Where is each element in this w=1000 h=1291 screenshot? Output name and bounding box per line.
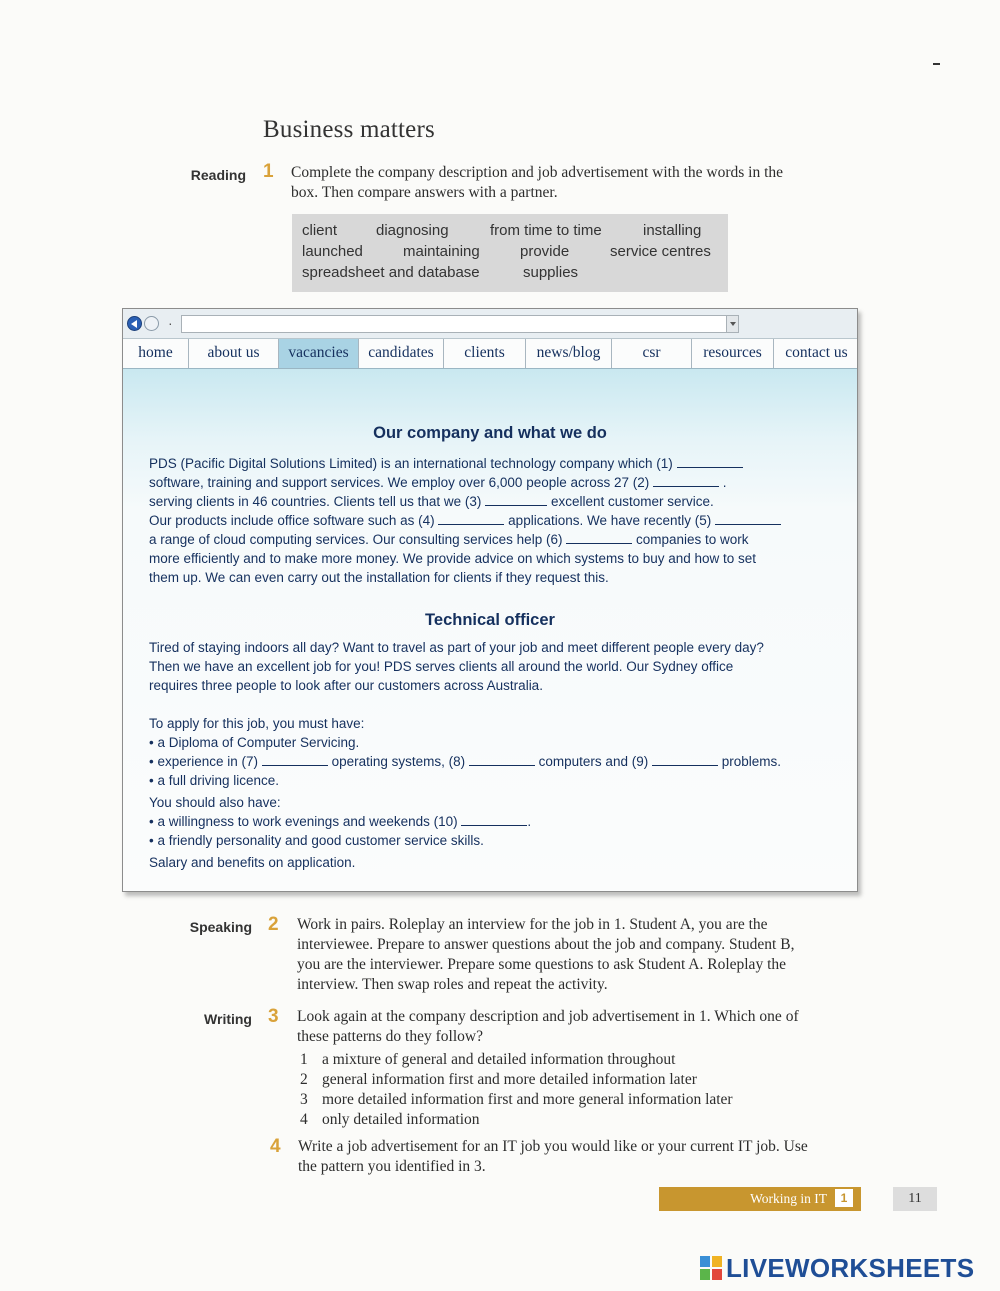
also-intro: You should also have: (149, 795, 281, 810)
word-box-row (302, 264, 718, 285)
job-intro-line: requires three people to look after our customers across Australia. (149, 678, 543, 693)
gap-6 (566, 533, 632, 544)
page-number: 11 (893, 1187, 937, 1211)
tab-home[interactable]: home (123, 339, 189, 368)
speaking-instruction: Work in pairs. Roleplay an interview for the job in 1. Student A, you are the interviewee. Prepare to answer questions about the job and company. Student B, you are the interviewer. Prepare some questions to ask Student A. Roleplay the interview. Then swap roles and repeat the activity. (297, 916, 795, 993)
gap-10 (461, 815, 527, 826)
back-arrow-icon[interactable] (127, 316, 142, 331)
gap-7 (262, 755, 328, 766)
word-provide: provide (520, 243, 570, 260)
tab-contact-us[interactable]: contact us (785, 344, 848, 361)
company-line: more efficiently and to make more money. We provide advice on which systems to buy and how to set (149, 551, 757, 566)
tab-csr[interactable]: csr (612, 339, 692, 368)
writing-number: 3 (268, 1006, 279, 1027)
writing-instruction: Look again at the company description and job advertisement in 1. Which one of these patterns do they follow? (297, 1008, 799, 1045)
also-personality: • a friendly personality and good customer service skills. (149, 833, 484, 848)
logo-square (712, 1269, 722, 1280)
list-item: 3 more detailed information first and more general information later (300, 1091, 733, 1108)
job-intro-line: Tired of staying indoors all day? Want to travel as part of your job and meet different people every day? (149, 640, 764, 655)
word-service-centres: service centres (610, 243, 711, 260)
reading-label: Reading (190, 167, 246, 183)
salary-line: Salary and benefits on application. (149, 855, 356, 870)
also-willingness: • a willingness to work evenings and weekends (10) . (149, 814, 532, 829)
task4-number: 4 (270, 1136, 281, 1157)
gap-9 (652, 755, 718, 766)
company-line: them up. We can even carry out the installation for clients if they request this. (149, 570, 609, 585)
gap-3 (485, 495, 547, 506)
tab-news-blog[interactable]: news/blog (526, 339, 612, 368)
list-item: 4 only detailed information (300, 1111, 480, 1128)
reading-instruction: Complete the company description and job advertisement with the words in the box. Then compare answers with a partner. (291, 164, 784, 201)
tab-resources[interactable]: resources (692, 339, 774, 368)
word-box-row (302, 243, 718, 264)
word-box-row (302, 222, 718, 243)
company-line: PDS (Pacific Digital Solutions Limited) is an international technology company which (1) (149, 454, 743, 473)
word-installing: installing (643, 222, 702, 239)
liveworksheets-logo-text: LIVEWORKSHEETS (726, 1252, 975, 1283)
tab-about-us[interactable]: about us (189, 339, 279, 368)
speaking-number: 2 (268, 914, 279, 935)
word-maintaining: maintaining (403, 243, 480, 260)
gap-4 (438, 514, 504, 525)
speaking-label: Speaking (189, 919, 252, 935)
liveworksheets-logo (700, 1253, 974, 1283)
gap-8 (469, 755, 535, 766)
dropdown-arrow-icon[interactable] (726, 316, 738, 332)
gap-1 (677, 457, 743, 468)
forward-icon[interactable] (144, 316, 159, 331)
unit-footer (659, 1187, 861, 1211)
unit-number: 1 (835, 1189, 853, 1207)
liveworksheets-icon (700, 1256, 722, 1280)
browser-toolbar (123, 309, 857, 339)
gap-2 (653, 476, 719, 487)
unit-title: Working in IT (750, 1191, 827, 1206)
list-item: 1 a mixture of general and detailed information throughout (300, 1051, 676, 1068)
requirement-experience: • experience in (7) operating systems, (8) computers and (9) problems. (149, 754, 782, 769)
nav-separator: · (168, 315, 173, 331)
tab-clients[interactable]: clients (444, 339, 526, 368)
logo-square (700, 1256, 710, 1267)
logo-square (712, 1256, 722, 1267)
word-box (292, 214, 728, 292)
page-title: Business matters (263, 116, 435, 143)
company-line: a range of cloud computing services. Our consulting services help (6) companies to work (149, 532, 749, 547)
task4-instruction: Write a job advertisement for an IT job you would like or your current IT job. Use the pattern you identified in 3. (298, 1138, 808, 1175)
site-nav (123, 339, 857, 369)
tab-candidates[interactable]: candidates (359, 339, 444, 368)
tab-vacancies[interactable]: vacancies (279, 339, 359, 368)
requirement-diploma: • a Diploma of Computer Servicing. (149, 735, 360, 750)
word-spreadsheet-and-database: spreadsheet and database (302, 264, 480, 281)
gap-5 (715, 514, 781, 525)
word-diagnosing: diagnosing (376, 222, 449, 239)
word-launched: launched (302, 243, 363, 260)
browser-window (122, 308, 858, 892)
company-heading: Our company and what we do (373, 424, 607, 442)
list-item: 2 general information first and more detailed information later (300, 1071, 697, 1088)
requirement-licence: • a full driving licence. (149, 773, 280, 788)
writing-label: Writing (204, 1011, 252, 1027)
word-supplies: supplies (523, 264, 579, 281)
company-line: serving clients in 46 countries. Clients tell us that we (3) excellent customer service. (149, 494, 714, 509)
company-line: software, training and support services. We employ over 6,000 people across 27 (2) . (149, 475, 727, 490)
corner-mark (933, 63, 940, 65)
word-from-time-to-time: from time to time (490, 222, 602, 239)
reading-number: 1 (263, 161, 274, 182)
logo-square (700, 1269, 710, 1280)
apply-intro: To apply for this job, you must have: (149, 716, 365, 731)
word-client: client (302, 222, 338, 239)
address-bar[interactable] (181, 315, 739, 333)
job-heading: Technical officer (425, 611, 555, 629)
company-line: Our products include office software such as (4) applications. We have recently (5) (149, 511, 781, 530)
job-intro-line: Then we have an excellent job for you! PDS serves clients all around the world. Our Sydney office (149, 659, 734, 674)
